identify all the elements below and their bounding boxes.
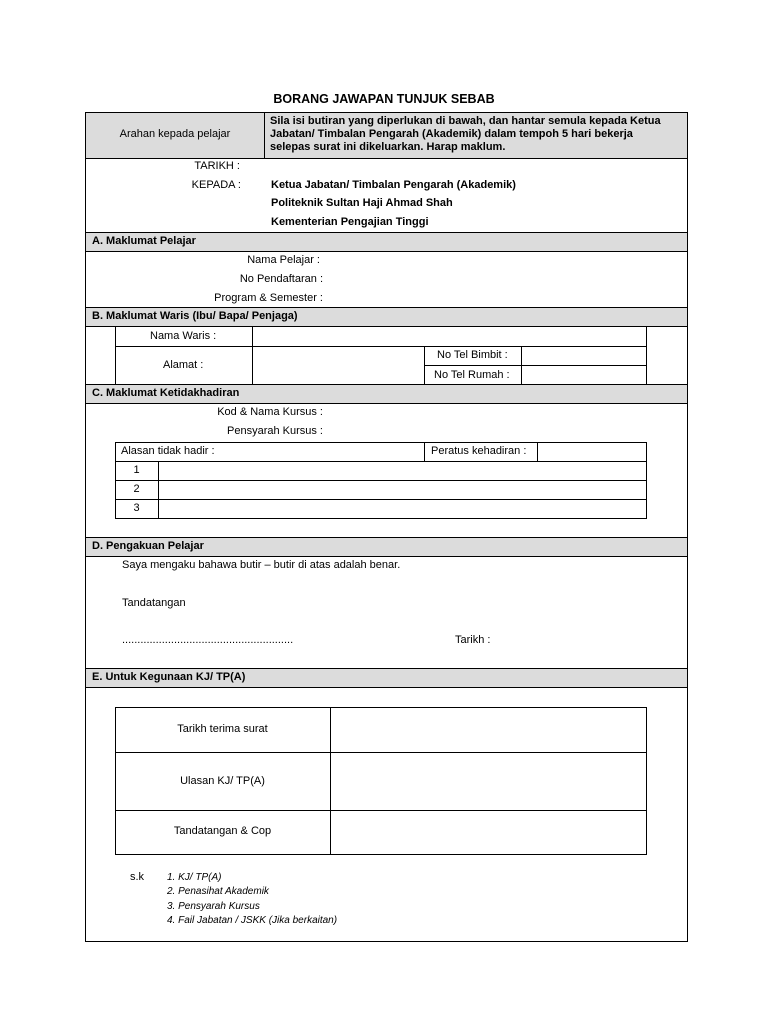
absence-row-2: 2: [133, 483, 140, 495]
absence-row-3: 3: [133, 502, 140, 514]
recipient-line-3: Kementerian Pengajian Tinggi: [271, 216, 429, 228]
declaration-text: Saya mengaku bahawa butir – butir di atas adalah benar.: [122, 559, 401, 571]
tel-bimbit-label: No Tel Bimbit :: [437, 349, 508, 361]
sk-item-2: 2. Penasihat Akademik: [167, 886, 269, 897]
section-c-title: C. Maklumat Ketidakhadiran: [92, 387, 240, 399]
section-a-title: A. Maklumat Pelajar: [92, 235, 196, 247]
sk-item-4: 4. Fail Jabatan / JSKK (Jika berkaitan): [167, 915, 338, 926]
pensyarah-label: Pensyarah Kursus :: [227, 425, 323, 437]
recipient-line-1: Ketua Jabatan/ Timbalan Pengarah (Akademik): [271, 179, 516, 191]
sk-label: s.k: [130, 871, 145, 883]
instructions-label: Arahan kepada pelajar: [119, 128, 231, 140]
tarikh-terima-label: Tarikh terima surat: [177, 723, 268, 735]
alasan-label: Alasan tidak hadir :: [121, 445, 215, 457]
instructions-text-2: Jabatan/ Timbalan Pengarah (Akademik) dalam tempoh 5 hari bekerja: [270, 128, 633, 140]
instructions-text-3: selepas surat ini dikeluarkan. Harap maklum.: [270, 141, 506, 153]
alamat-label: Alamat :: [163, 359, 204, 371]
section-e-title: E. Untuk Kegunaan KJ/ TP(A): [92, 671, 246, 683]
tandatangan-cop-label: Tandatangan & Cop: [173, 825, 272, 837]
instructions-text-1: Sila isi butiran yang diperlukan di bawah, dan hantar semula kepada Ketua: [270, 115, 661, 127]
tarikh-d-label: Tarikh :: [455, 634, 491, 646]
no-pendaftaran-label: No Pendaftaran :: [239, 273, 323, 285]
nama-pelajar-label: Nama Pelajar :: [247, 254, 320, 266]
kepada-label: KEPADA :: [191, 179, 241, 191]
program-semester-label: Program & Semester :: [214, 292, 323, 304]
peratus-label: Peratus kehadiran :: [431, 445, 527, 457]
tandatangan-label: Tandatangan: [122, 597, 186, 609]
ulasan-label: Ulasan KJ/ TP(A): [180, 775, 265, 787]
recipient-line-2: Politeknik Sultan Haji Ahmad Shah: [271, 197, 453, 209]
sk-item-1: 1. KJ/ TP(A): [167, 872, 222, 883]
tarikh-label: TARIKH :: [194, 160, 240, 172]
signature-dots: ........................................................: [122, 634, 294, 646]
kod-kursus-label: Kod & Nama Kursus :: [217, 406, 323, 418]
absence-row-1: 1: [133, 464, 140, 476]
tel-rumah-label: No Tel Rumah :: [434, 369, 510, 381]
sk-item-3: 3. Pensyarah Kursus: [167, 901, 260, 912]
section-b-title: B. Maklumat Waris (Ibu/ Bapa/ Penjaga): [92, 310, 298, 322]
nama-waris-label: Nama Waris :: [150, 330, 217, 342]
form-title: BORANG JAWAPAN TUNJUK SEBAB: [273, 92, 495, 106]
section-d-title: D. Pengakuan Pelajar: [92, 540, 204, 552]
